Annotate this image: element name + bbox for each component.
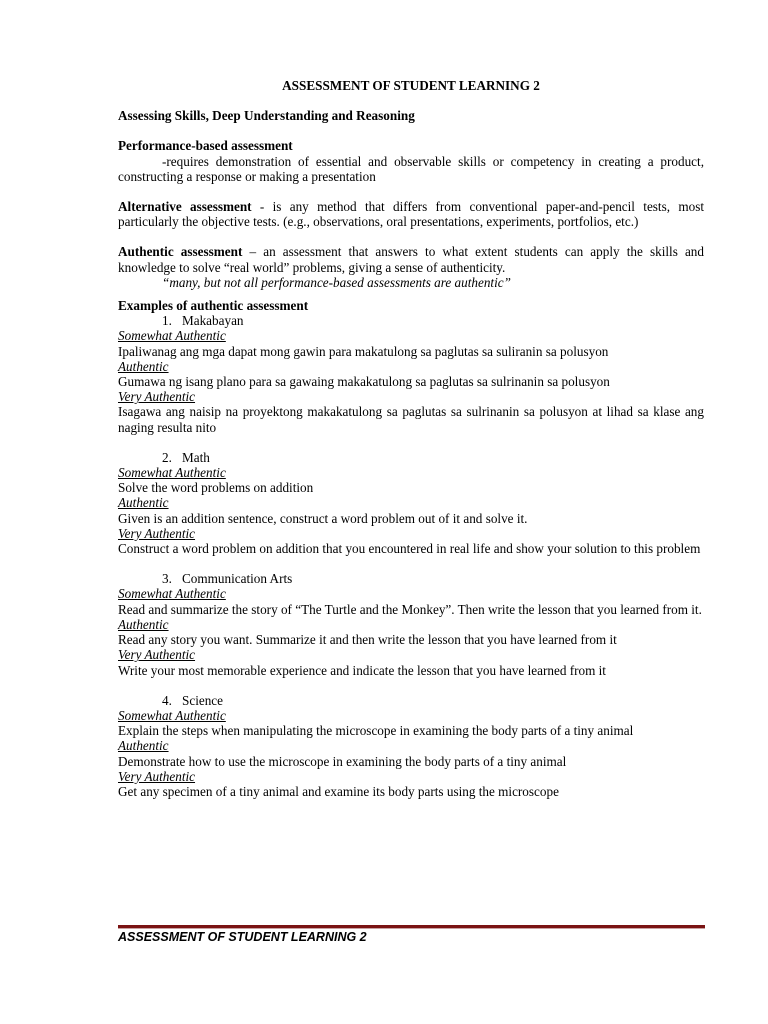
authenticity-level: Very Authentic: [118, 389, 196, 405]
authenticity-level: Somewhat Authentic: [118, 328, 226, 344]
example-subject: [118, 450, 704, 465]
example-task: Construct a word problem on addition that you encountered in real life and show your solution to this problem: [118, 541, 701, 557]
example-subject: [118, 571, 704, 586]
authenticity-level: Somewhat Authentic: [118, 707, 226, 723]
authentic-text: – an assessment that answers to what extent students can apply the skills and knowledge to solve “real world” problems, giving a sense of authenticity.: [118, 244, 704, 275]
example-number: 1.: [162, 313, 172, 329]
example-task: Solve the word problems on addition: [118, 480, 314, 496]
authenticity-level: Authentic: [118, 738, 169, 754]
authenticity-level: Very Authentic: [118, 647, 196, 663]
footer-rule: [118, 925, 705, 929]
authentic-paragraph: [118, 244, 704, 274]
alternative-paragraph: [118, 199, 704, 229]
examples-list: [118, 313, 704, 799]
performance-heading: Performance-based assessment: [118, 138, 293, 154]
example-task: Given is an addition sentence, construct a word problem out of it and solve it.: [118, 510, 528, 526]
example-task: Ipaliwanag ang mga dapat mong gawin para makatulong sa paglutas sa suliranin sa polusyon: [118, 343, 609, 359]
authenticity-level: Authentic: [118, 616, 169, 632]
section-subtitle: Assessing Skills, Deep Understanding and Reasoning: [118, 108, 415, 124]
example-task: Read and summarize the story of “The Turtle and the Monkey”. Then write the lesson that you learned from it.: [118, 601, 702, 617]
example-number: 3.: [162, 571, 172, 587]
page-content: [118, 78, 704, 799]
document-title: ASSESSMENT OF STUDENT LEARNING 2: [282, 78, 540, 93]
alternative-heading: Alternative assessment: [118, 199, 252, 215]
authenticity-level: Authentic: [118, 358, 169, 374]
authentic-heading: Authentic assessment: [118, 244, 243, 260]
performance-text: -requires demonstration of essential and observable skills or competency in creating a product, constructing a response or making a presentation: [118, 153, 704, 184]
authenticity-level: Authentic: [118, 495, 169, 511]
example-subject-label: Math: [182, 449, 210, 465]
example-task: Read any story you want. Summarize it and then write the lesson that you have learned from it: [118, 632, 617, 648]
example-subject-label: Communication Arts: [182, 571, 293, 587]
authenticity-level: Somewhat Authentic: [118, 465, 226, 481]
example-task: Gumawa ng isang plano para sa gawaing makakatulong sa paglutas sa sulrinanin sa polusyon: [118, 374, 610, 390]
page-footer: ASSESSMENT OF STUDENT LEARNING 2: [118, 930, 367, 944]
example-subject-label: Science: [182, 692, 224, 708]
authenticity-level: Somewhat Authentic: [118, 586, 226, 602]
example-task: Get any specimen of a tiny animal and examine its body parts using the microscope: [118, 783, 559, 799]
example-number: 4.: [162, 692, 172, 708]
alternative-text: - is any method that differs from conventional paper-and-pencil tests, most particularly the objective tests. (e.g., observations, oral presentations, experiments, portfolios, etc.): [118, 199, 704, 230]
example-task: Isagawa ang naisip na proyektong makakatulong sa paglutas sa sulrinanin sa polusyon at lihad sa klase ang naging resulta nito: [118, 404, 704, 435]
example-subject-label: Makabayan: [182, 313, 244, 329]
example-number: 2.: [162, 449, 172, 465]
authenticity-level: Very Authentic: [118, 768, 196, 784]
example-task: Explain the steps when manipulating the microscope in examining the body parts of a tiny animal: [118, 723, 634, 739]
example-subject: [118, 693, 704, 708]
example-task: Demonstrate how to use the microscope in examining the body parts of a tiny animal: [118, 753, 567, 769]
example-task: Write your most memorable experience and indicate the lesson that you have learned from it: [118, 662, 606, 678]
authenticity-level: Very Authentic: [118, 525, 196, 541]
examples-heading: Examples of authentic assessment: [118, 298, 309, 314]
authentic-quote: “many, but not all performance-based assessments are authentic”: [162, 274, 511, 290]
example-subject: [118, 313, 704, 328]
